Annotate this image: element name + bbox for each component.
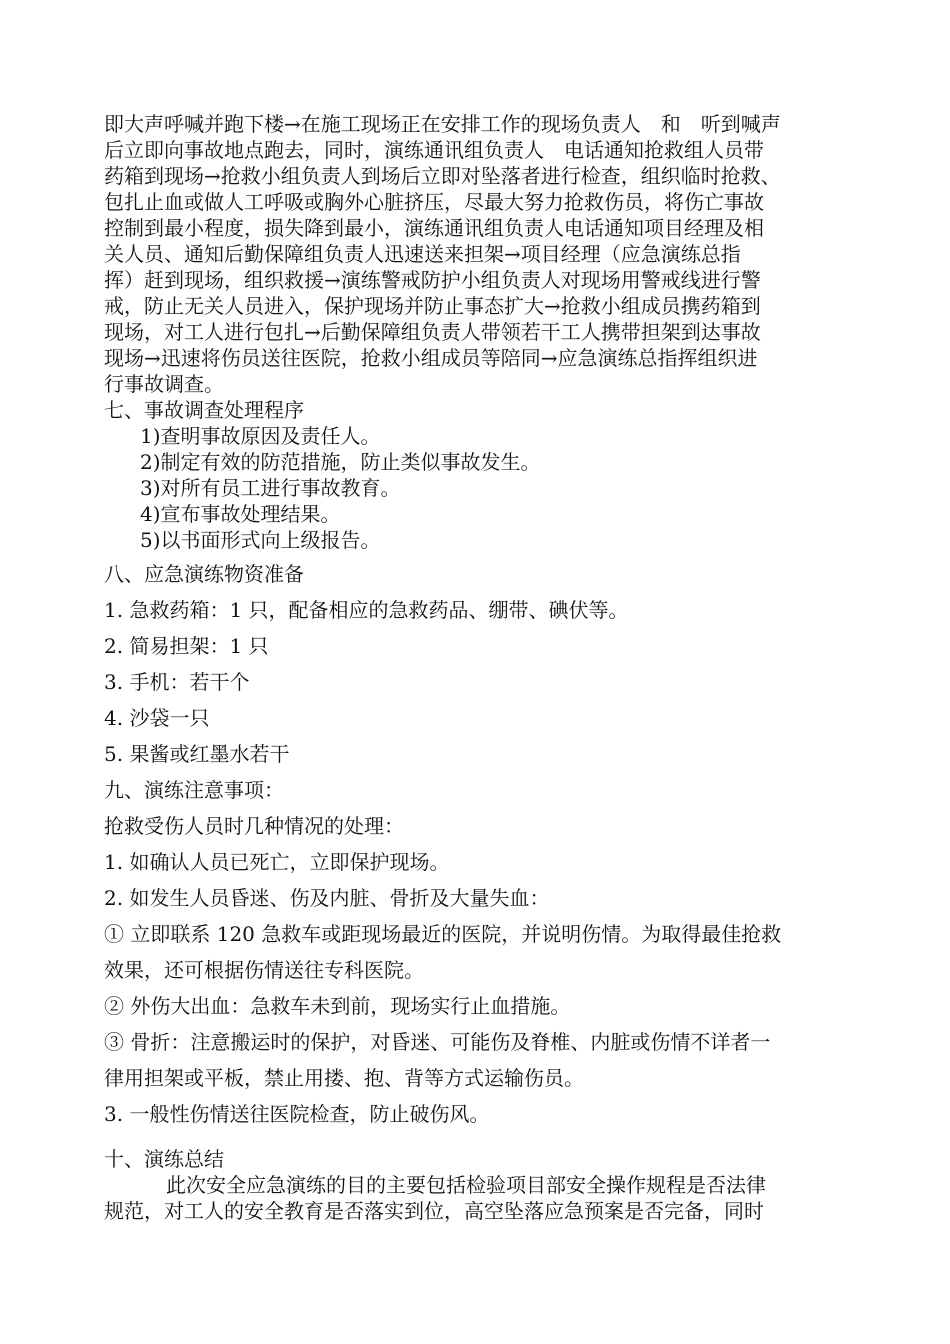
text-line: 挥）赶到现场，组织救援→演练警戒防护小组负责人对现场用警戒线进行警 [104,268,761,292]
text-line: 律用担架或平板，禁止用搂、抱、背等方式运输伤员。 [104,1066,584,1090]
section-heading-10: 十、演练总结 [104,1147,224,1171]
list-item: 1)查明事故原因及责任人。 [140,424,381,448]
text-line: 后立即向事故地点跑去，同时，演练通讯组负责人 电话通知抢救组人员带 [104,138,764,162]
list-item: 2. 如发生人员昏迷、伤及内脏、骨折及大量失血： [104,886,550,910]
text-line: 效果，还可根据伤情送往专科医院。 [104,958,424,982]
text-line: 行事故调查。 [104,372,224,396]
list-item: 4)宣布事故处理结果。 [140,502,341,526]
text-line: 控制到最小程度，损失降到最小，演练通讯组负责人电话通知项目经理及相 [104,216,764,240]
text-line: 关人员、通知后勤保障组负责人迅速送来担架→项目经理（应急演练总指 [104,242,741,266]
section-heading-7: 七、事故调查处理程序 [104,398,304,422]
list-item: 4. 沙袋一只 [104,706,210,730]
list-item: 3)对所有员工进行事故教育。 [140,476,401,500]
text-line: 此次安全应急演练的目的主要包括检验项目部安全操作规程是否法律 [166,1173,766,1197]
list-item: 3. 手机：若干个 [104,670,250,694]
text-line: 规范，对工人的安全教育是否落实到位，高空坠落应急预案是否完备，同时 [104,1199,764,1223]
list-item: 2)制定有效的防范措施，防止类似事故发生。 [140,450,541,474]
section-heading-9: 九、演练注意事项： [104,778,284,802]
list-item: ① 立即联系 120 急救车或距现场最近的医院，并说明伤情。为取得最佳抢救 [104,922,782,946]
list-item: 3. 一般性伤情送往医院检查，防止破伤风。 [104,1102,490,1126]
list-item: ② 外伤大出血：急救车未到前，现场实行止血措施。 [104,994,571,1018]
list-item: ③ 骨折：注意搬运时的保护，对昏迷、可能伤及脊椎、内脏或伤情不详者一 [104,1030,771,1054]
text-line: 即大声呼喊并跑下楼→在施工现场正在安排工作的现场负责人 和 听到喊声 [104,112,781,136]
list-item: 1. 如确认人员已死亡，立即保护现场。 [104,850,450,874]
list-item: 1. 急救药箱：1 只，配备相应的急救药品、绷带、碘伏等。 [104,598,629,622]
section-heading-8: 八、应急演练物资准备 [104,562,304,586]
section-intro: 抢救受伤人员时几种情况的处理： [104,814,404,838]
text-line: 现场→迅速将伤员送往医院，抢救小组成员等陪同→应急演练总指挥组织进 [104,346,758,370]
text-line: 药箱到现场→抢救小组负责人到场后立即对坠落者进行检查，组织临时抢救、 [104,164,781,188]
section-8-10 [104,556,864,1132]
list-item: 5)以书面形式向上级报告。 [140,528,381,552]
list-item: 5. 果酱或红墨水若干 [104,742,290,766]
paragraph-drill-procedure [104,111,864,553]
text-line: 戒，防止无关人员进入，保护现场并防止事态扩大→抢救小组成员携药箱到 [104,294,761,318]
list-item: 2. 简易担架：1 只 [104,634,269,658]
text-line: 现场，对工人进行包扎→后勤保障组负责人带领若干工人携带担架到达事故 [104,320,761,344]
section-10 [104,1146,864,1224]
text-line: 包扎止血或做人工呼吸或胸外心脏挤压，尽最大努力抢救伤员，将伤亡事故 [104,190,764,214]
